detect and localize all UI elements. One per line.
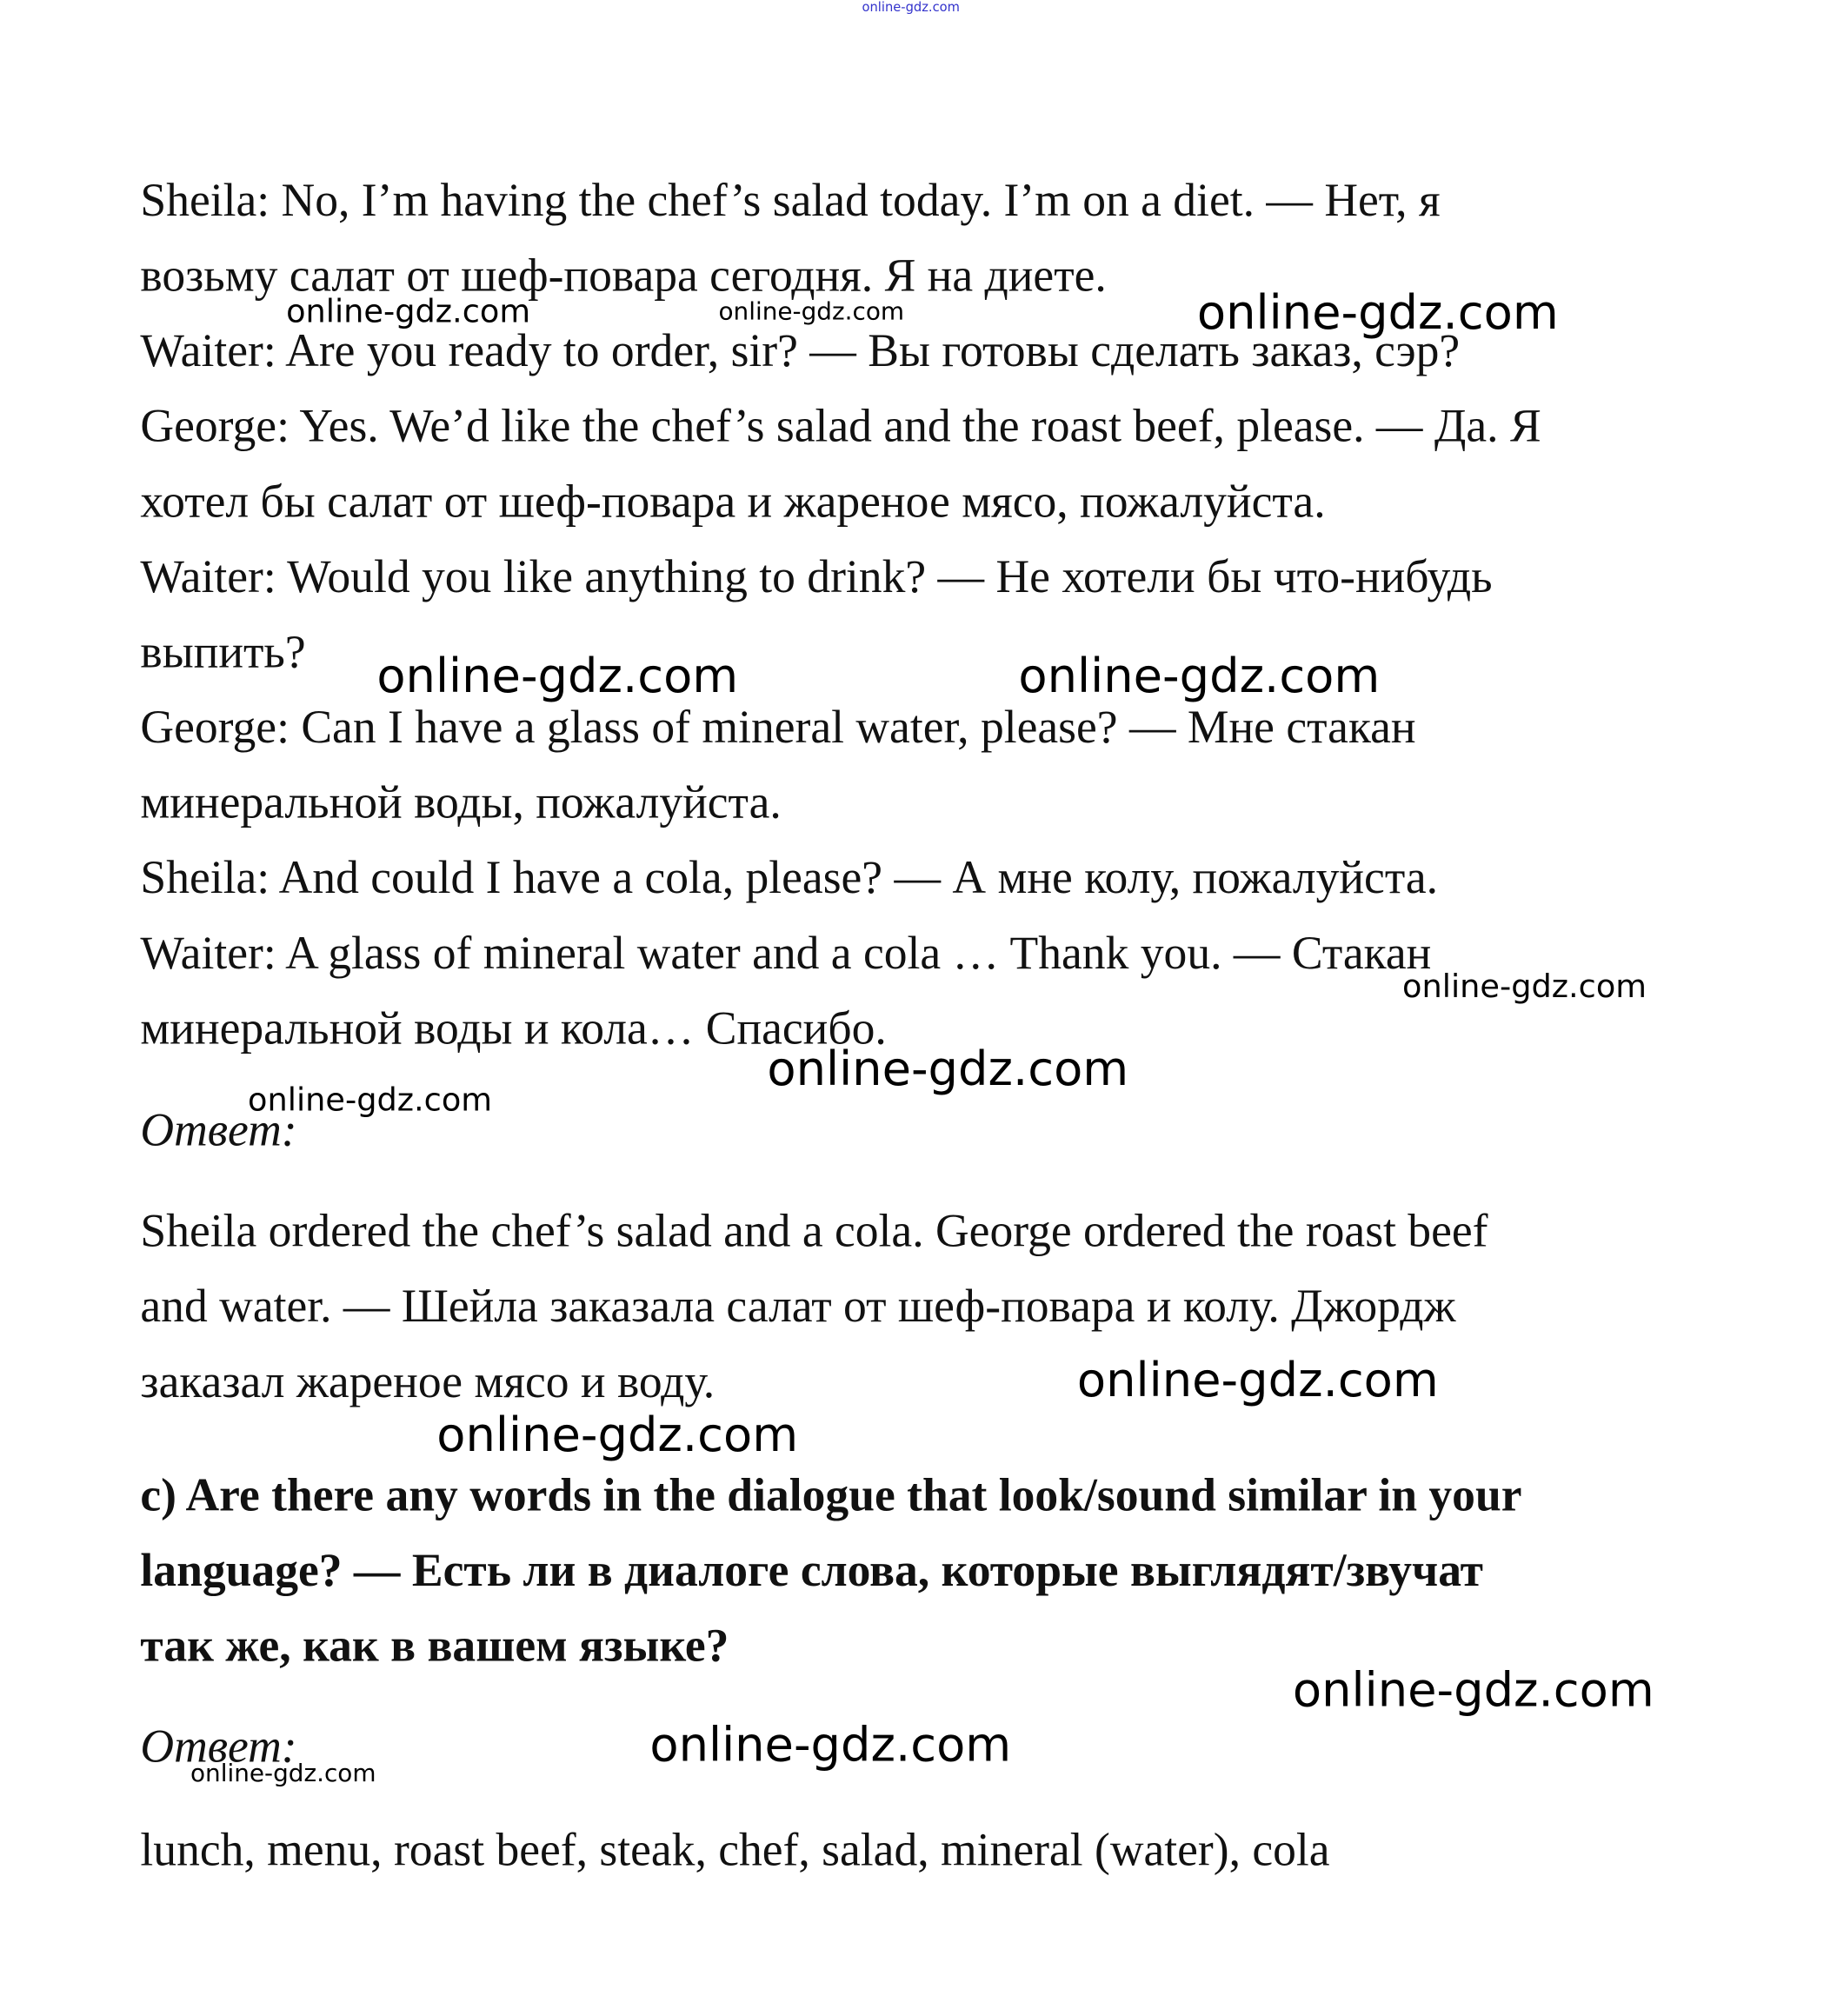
task-heading-line: c) Are there any words in the dialogue that look/sound similar in your [140, 1467, 1522, 1521]
dialogue-line: George: Yes. We’d like the chef’s salad and the roast beef, please. — Да. Я [140, 399, 1541, 452]
dialogue-line: возьму салат от шеф-повара сегодня. Я на диете. [140, 249, 1107, 302]
dialogue-line: George: Can I have a glass of mineral water, please? — Мне стакан [140, 700, 1416, 753]
dialogue-line: хотел бы салат от шеф-повара и жареное мясо, пожалуйста. [140, 474, 1326, 528]
task-heading-line: language? — Есть ли в диалоге слова, которые выглядят/звучат [140, 1543, 1483, 1596]
task-heading-line: так же, как в вашем языке? [140, 1619, 729, 1672]
watermark: online-gdz.com [1292, 1662, 1654, 1718]
watermark: online-gdz.com [1076, 1353, 1439, 1408]
dialogue-line: Waiter: Are you ready to order, sir? — Вы готовы сделать заказ, сэр? [140, 323, 1461, 376]
watermark: online-gdz.com [862, 1, 960, 16]
dialogue-line: минеральной воды, пожалуйста. [140, 775, 782, 828]
answer-line: заказал жареное мясо и воду. [140, 1354, 715, 1407]
watermark: online-gdz.com [718, 297, 905, 326]
watermark: online-gdz.com [1018, 649, 1381, 704]
watermark: online-gdz.com [1196, 284, 1559, 341]
answer-line: and water. — Шейла заказала салат от шеф-повара и колу. Джордж [140, 1279, 1456, 1332]
dialogue-line: выпить? [140, 625, 306, 678]
dialogue-line: Sheila: No, I’m having the chef’s salad today. I’m on a diet. — Нет, я [140, 173, 1441, 226]
watermark: online-gdz.com [376, 649, 739, 704]
dialogue-line: Waiter: Would you like anything to drink? — Не хотели бы что-нибудь [140, 549, 1493, 602]
answer-label: Ответ: [140, 1103, 297, 1156]
watermark: online-gdz.com [286, 292, 531, 330]
dialogue-line: Sheila: And could I have a cola, please? — А мне колу, пожалуйста. [140, 850, 1439, 903]
watermark: online-gdz.com [436, 1407, 799, 1463]
answer-line: Sheila ordered the chef’s salad and a cola. George ordered the roast beef [140, 1204, 1488, 1257]
answer-text: lunch, menu, roast beef, steak, chef, salad, mineral (water), cola [140, 1822, 1330, 1876]
answer-label: Ответ: [140, 1720, 297, 1773]
watermark: online-gdz.com [649, 1717, 1012, 1773]
watermark: online-gdz.com [248, 1081, 493, 1119]
dialogue-line: Waiter: A glass of mineral water and a cola … Thank you. — Стакан [140, 926, 1432, 979]
watermark: online-gdz.com [190, 1760, 376, 1788]
watermark: online-gdz.com [767, 1041, 1129, 1097]
dialogue-line: минеральной воды и кола… Спасибо. [140, 1001, 887, 1055]
watermark: online-gdz.com [1402, 968, 1647, 1005]
